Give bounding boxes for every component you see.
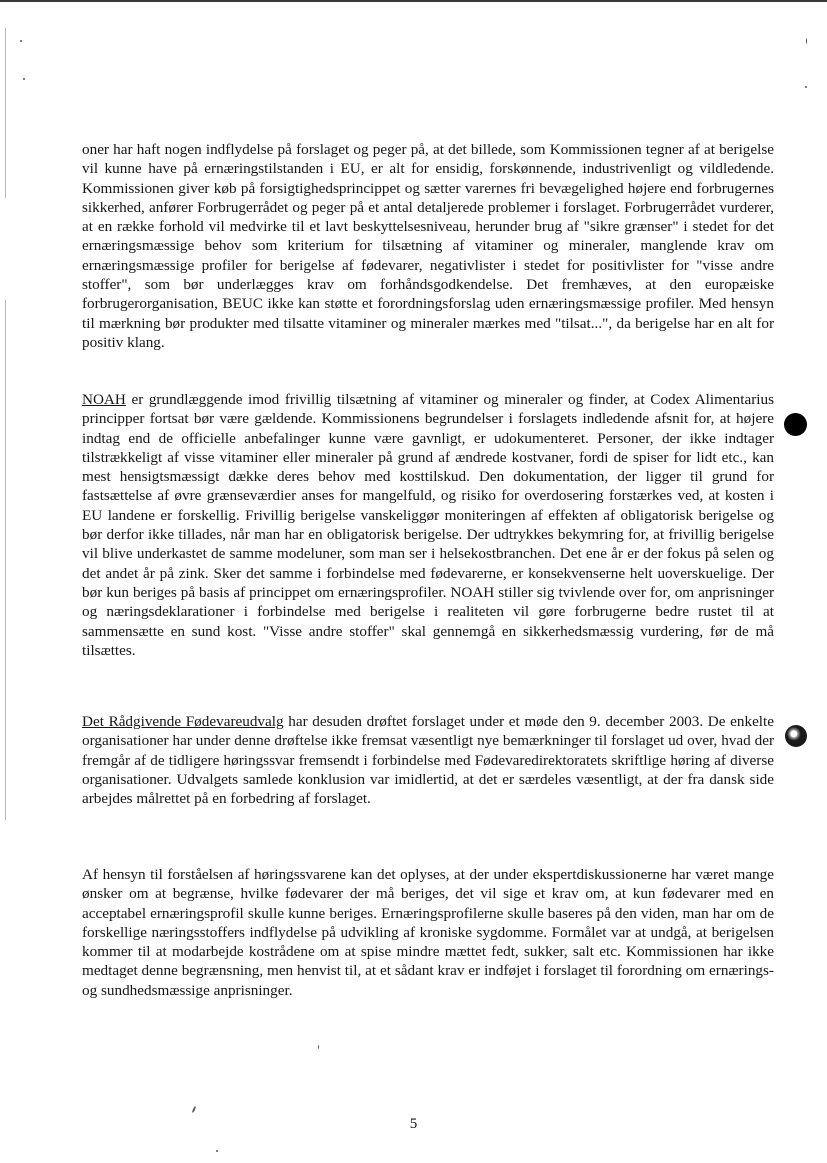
margin-bullet-hollow [785, 725, 807, 747]
top-edge-rule [0, 0, 827, 2]
scan-speck [805, 86, 807, 88]
org-name-underlined: NOAH [82, 391, 126, 408]
paragraph-noah: NOAH er grundlæggende imod frivillig tilsætning af vitaminer og mineraler og finder, at Codex Alimentarius principper fortsat bør være gældende. Kommissionens begrundelser i forslagets indledende afsnit for, at højere indtag end de officielle anbefalinger kunne være gavnligt, er udokumenteret. Personer, der ikke indtager tilstrækkeligt af visse vitaminer eller mineraler på grund af ændrede kostvaner, fordi de spiser for lidt etc., kan mest hensigtsmæssigt dække deres behov med kosttilskud. Den dokumentation, der ligger til grund for fastsættelse af øvre grænseværdier anses for mangelfuld, og risiko for overdosering forstærkes ved, at kosten i EU landene er forskellig. Frivillig berigelse vanskeliggør moniteringen af effekten af obligatorisk berigelse og bør derfor ikke tillades, når man har en obligatorisk berigelse. Der udtrykkes bekymring for, at frivillig berigelse vil blive underkastet de samme modeluner, som man ser i helsekostbranchen. Det ene år er der fokus på selen og det andet år på zink. Sker det samme i forbindelse med fødevarerne, er konsekvenserne helt uoverskuelige. Der bør kun beriges på basis af princippet om ernæringsprofiler. NOAH stiller sig tvivlende over for, om anprisninger og næringsdeklarationer i forbindelse med berigelse i realiteten vil gøre forbrugerne bedre rustet til at sammensætte en sund kost. "Visse andre stoffer" skal gennemgå en sikkerhedsmæssig vurdering, før de må tilsættes. [82, 391, 774, 659]
scan-speck [192, 1106, 197, 1113]
scan-speck [20, 40, 22, 42]
paragraph-forbrugerraadet: oner har haft nogen indflydelse på forslaget og peger på, at det billede, som Kommissionen tegner af at berigelse vil kunne have på ernæringstilstanden i EU, er alt for ensidig, forskønnende, industrivenligt og vildledende. Kommissionen giver køb på forsigtighedsprincippet og sætter varernes fri bevægelighed højere end forbrugernes sikkerhed, anfører Forbrugerrådet og peger på et antal detaljerede problemer i forslaget. Forbrugerrådet vurderer, at en række forhold vil medvirke til et lavt beskyttelsesniveau, herunder brug af "sikre grænser" i stedet for det ernæringsmæssige behov som kriterium for tilsætning af vitaminer og mineraler, manglende krav om ernæringsmæssige profiler for berigelse af fødevarer, negativlister i stedet for positivlister for "visse andre stoffer", som bør underlægges krav om forhåndsgodkendelse. Det fremhæves, at den europæiske forbrugerorganisation, BEUC ikke kan støtte et forordningsforslag uden ernæringsmæssige profiler. Med hensyn til mærkning bør produkter med tilsatte vitaminer og mineraler mærkes med "tilsat...", da berigelse har en alt for positiv klang. [82, 141, 774, 351]
paragraph-raadgivende-foedevareudvalg: Det Rådgivende Fødevareudvalg har desuden drøftet forslaget under et møde den 9. december 2003. De enkelte organisationer har under denne drøftelse ikke fremsat væsentligt nye bemærkninger til forslaget ud over, hvad der fremgår af de tidligere høringssvar fremsendt i forbindelse med Fødevaredirektoratets skriftlige høring af diverse organisationer. Udvalgets samlede konklusion var imidlertid, at det er særdeles væsentligt, at der fra dansk side arbejdes målrettet på en forbedring af forslaget. [82, 713, 774, 808]
page-number: 5 [409, 1116, 418, 1132]
scan-speck [318, 1045, 319, 1049]
scan-margin-line [5, 28, 6, 198]
scan-speck [23, 78, 25, 80]
scan-speck [806, 38, 807, 44]
org-name-underlined: Det Rådgivende Fødevareudvalg [82, 713, 284, 730]
paragraph-ekspertdiskussioner: Af hensyn til forståelsen af høringssvarene kan det oplyses, at der under ekspertdiskussionerne har været mange ønsker om at begrænse, hvilke fødevarer der må beriges, det vil sige et krav om, at kun fødevarer med en acceptabel ernæringsprofil skulle kunne beriges. Ernæringsprofilerne skulle baseres på den viden, man har om de forskellige næringsstoffers indflydelse på udvikling af kroniske sygdomme. Formålet var at undgå, at berigelsen kommer til at modarbejde kostrådene om at spise mindre mættet fedt, sukker, salt etc. Kommissionen har ikke medtaget denne begrænsning, men henvist til, at et sådant krav er indføjet i forslaget til forordning om ernærings- og sundhedsmæssige anprisninger. [82, 866, 774, 999]
scan-margin-line [5, 300, 6, 820]
margin-bullet-filled [784, 413, 807, 436]
scan-speck [216, 1150, 218, 1152]
